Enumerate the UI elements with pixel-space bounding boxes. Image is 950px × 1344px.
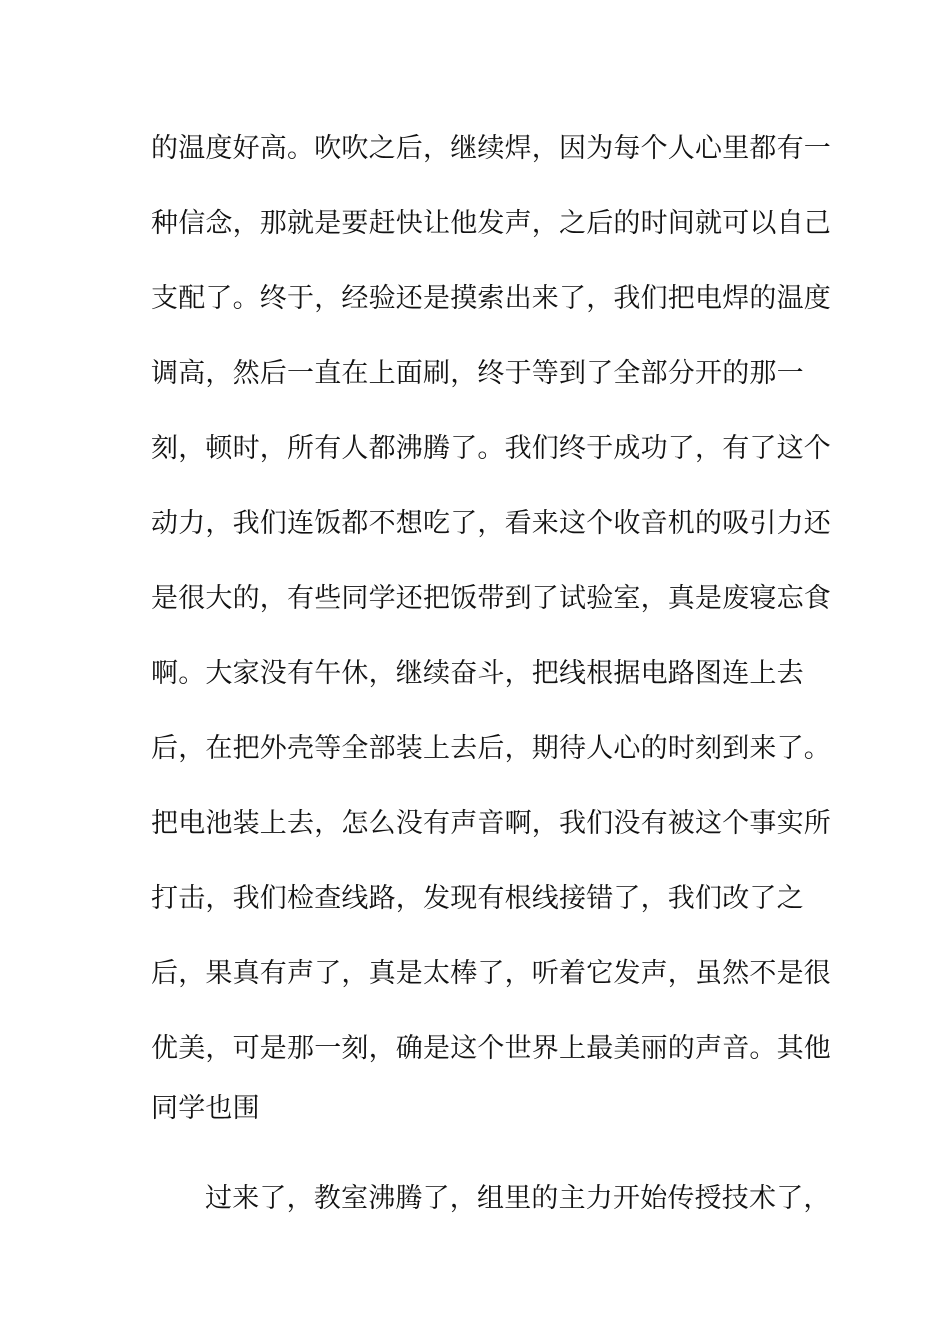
text-line: 同学也围 <box>151 1093 260 1124</box>
text-line: 后，果真有声了，真是太棒了，听着它发声，虽然不是很 <box>151 958 831 989</box>
text-line: 刻，顿时，所有人都沸腾了。我们终于成功了，有了这个 <box>151 433 831 464</box>
paragraph-1 <box>151 128 831 1163</box>
text-line: 是很大的，有些同学还把饭带到了试验室，真是废寝忘食 <box>151 583 831 614</box>
text-line: 过来了，教室沸腾了，组里的主力开始传授技术了， <box>205 1183 831 1214</box>
text-line: 啊。大家没有午休，继续奋斗，把线根据电路图连上去 <box>151 658 804 689</box>
text-line: 种信念，那就是要赶快让他发声，之后的时间就可以自己 <box>151 208 831 239</box>
text-line: 动力，我们连饭都不想吃了，看来这个收音机的吸引力还 <box>151 508 831 539</box>
text-line: 支配了。终于，经验还是摸索出来了，我们把电焊的温度 <box>151 283 831 314</box>
text-line: 把电池装上去，怎么没有声音啊，我们没有被这个事实所 <box>151 808 831 839</box>
text-line: 优美，可是那一刻，确是这个世界上最美丽的声音。其他 <box>151 1033 831 1064</box>
paragraph-2 <box>151 1178 831 1253</box>
text-line: 打击，我们检查线路，发现有根线接错了，我们改了之 <box>151 883 804 914</box>
text-line: 后，在把外壳等全部装上去后，期待人心的时刻到来了。 <box>151 733 831 764</box>
text-line: 调高，然后一直在上面刷，终于等到了全部分开的那一 <box>151 358 804 389</box>
text-line: 的温度好高。吹吹之后，继续焊，因为每个人心里都有一 <box>151 133 831 164</box>
